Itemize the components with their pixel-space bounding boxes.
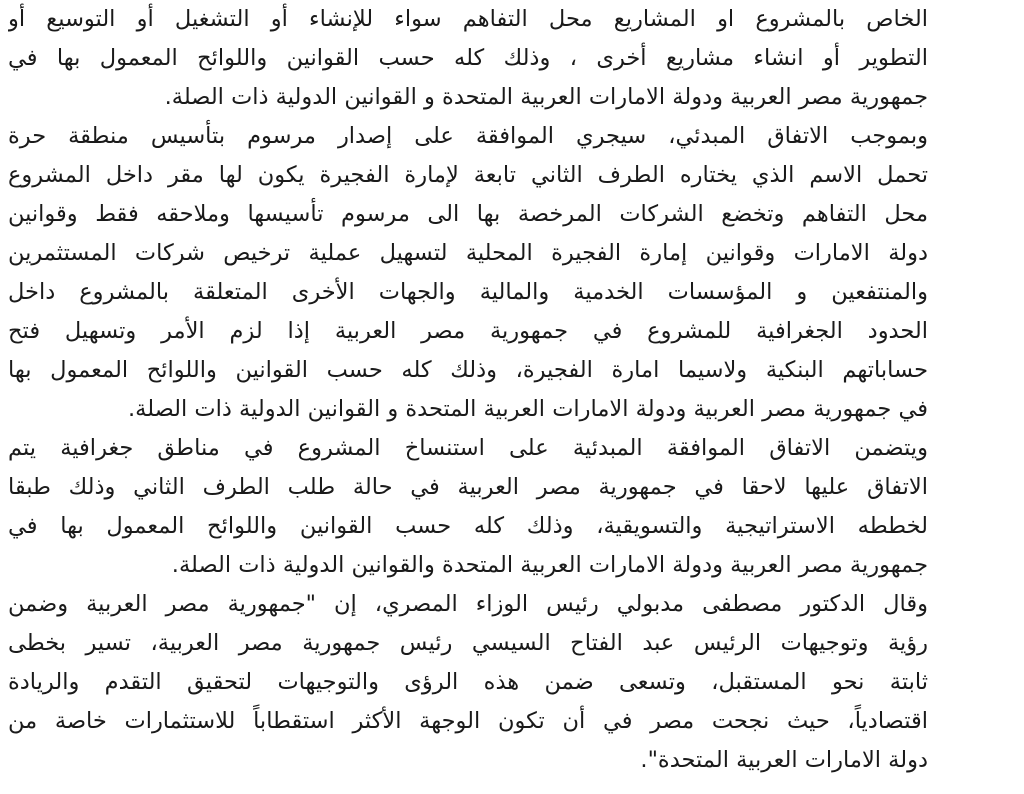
paragraph-2	[8, 117, 928, 429]
text-line: والمنتفعين و المؤسسات الخدمية والمالية والجهات الأخرى المتعلقة بالمشروع داخل	[8, 279, 928, 305]
text-line: محل التفاهم وتخضع الشركات المرخصة بها الى مرسوم تأسيسها وملاحقه فقط وقوانين	[8, 201, 928, 227]
paragraph-4	[8, 585, 928, 780]
text-line: اقتصادياً، حيث نجحت مصر في أن تكون الوجهة الأكثر استقطاباً للاستثمارات خاصة من	[8, 708, 928, 734]
text-line: وبموجب الاتفاق المبدئي، سيجري الموافقة على إصدار مرسوم بتأسيس منطقة حرة	[8, 123, 928, 149]
article-body	[8, 0, 928, 780]
text-line: دولة الامارات العربية المتحدة".	[640, 747, 928, 773]
text-line: ويتضمن الاتفاق الموافقة المبدئية على استنساخ المشروع في مناطق جغرافية يتم	[8, 435, 928, 461]
text-line: الخاص بالمشروع او المشاريع محل التفاهم سواء للإنشاء أو التشغيل أو التوسيع أو	[8, 6, 928, 32]
text-line: جمهورية مصر العربية ودولة الامارات العربية المتحدة و القوانين الدولية ذات الصلة.	[164, 84, 928, 110]
text-line: الاتفاق عليها لاحقا في جمهورية مصر العربية في حالة طلب الطرف الثاني وذلك طبقا	[8, 474, 928, 500]
text-line: تحمل الاسم الذي يختاره الطرف الثاني تابعة لإمارة الفجيرة يكون لها مقر داخل المشروع	[8, 162, 928, 188]
text-line: وقال الدكتور مصطفى مدبولي رئيس الوزاء المصري، إن "جمهورية مصر العربية وضمن	[8, 591, 928, 617]
text-line: لخططه الاستراتيجية والتسويقية، وذلك كله حسب القوانين واللوائح المعمول بها في	[8, 513, 928, 539]
paragraph-3	[8, 429, 928, 585]
text-line: في جمهورية مصر العربية ودولة الامارات العربية المتحدة و القوانين الدولية ذات الصلة.	[127, 396, 928, 422]
text-line: دولة الامارات وقوانين إمارة الفجيرة المحلية لتسهيل عملية ترخيص شركات المستثمرين	[8, 240, 928, 266]
text-line: التطوير أو انشاء مشاريع أخرى ، وذلك كله حسب القوانين واللوائح المعمول بها في	[8, 45, 928, 71]
text-line: جمهورية مصر العربية ودولة الامارات العربية المتحدة والقوانين الدولية ذات الصلة.	[171, 552, 928, 578]
text-line: رؤية وتوجيهات الرئيس عبد الفتاح السيسي رئيس جمهورية مصر العربية، تسير بخطى	[8, 630, 928, 656]
text-line: الحدود الجغرافية للمشروع في جمهورية مصر العربية إذا لزم الأمر وتسهيل فتح	[8, 318, 928, 344]
text-line: ثابتة نحو المستقبل، وتسعى ضمن هذه الرؤى والتوجيهات لتحقيق التقدم والريادة	[8, 669, 928, 695]
paragraph-1	[8, 0, 928, 117]
text-line: حساباتهم البنكية ولاسيما امارة الفجيرة، وذلك كله حسب القوانين واللوائح المعمول بها	[8, 357, 928, 383]
